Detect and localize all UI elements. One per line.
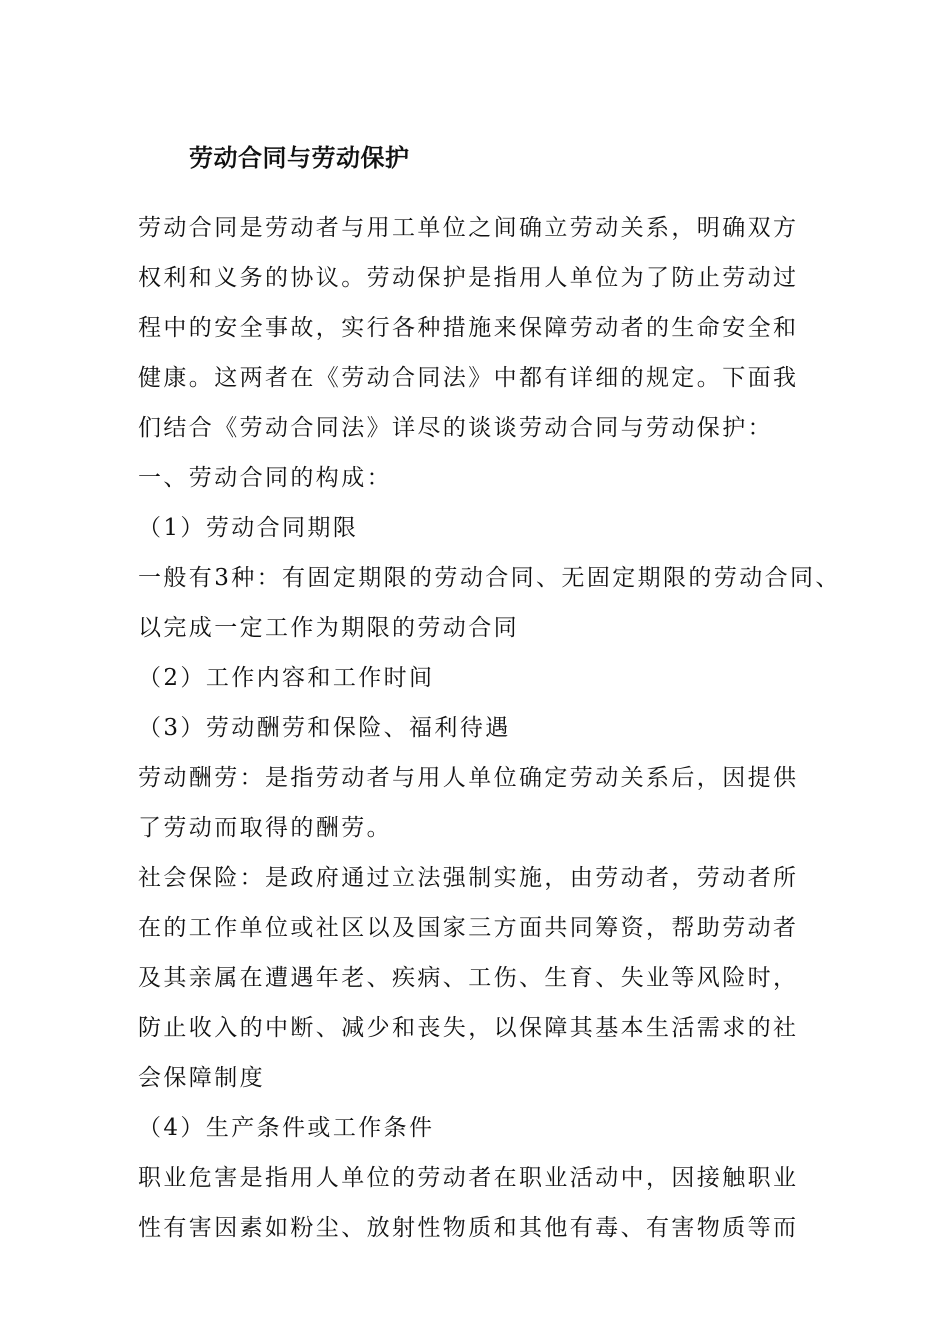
paragraph-line: 职业危害是指用人单位的劳动者在职业活动中，因接触职业 — [138, 1165, 799, 1191]
paragraph-line: 健康。这两者在《劳动合同法》中都有详细的规定。下面我 — [138, 365, 799, 391]
subsection-heading: （2）工作内容和工作时间 — [138, 665, 435, 691]
paragraph-line: 了劳动而取得的酬劳。 — [138, 815, 392, 841]
paragraph-line: 劳动合同是劳动者与用工单位之间确立劳动关系，明确双方 — [138, 215, 799, 241]
paragraph-line: 一般有3种：有固定期限的劳动合同、无固定期限的劳动合同、 — [138, 565, 841, 591]
paragraph-line: 程中的安全事故，实行各种措施来保障劳动者的生命安全和 — [138, 315, 799, 341]
paragraph-line: 会保障制度 — [138, 1065, 265, 1091]
section-heading: 一、劳动合同的构成： — [138, 465, 392, 491]
paragraph-line: 性有害因素如粉尘、放射性物质和其他有毒、有害物质等而 — [138, 1215, 799, 1241]
paragraph-line: 在的工作单位或社区以及国家三方面共同筹资，帮助劳动者 — [138, 915, 799, 941]
paragraph-line: 社会保险：是政府通过立法强制实施，由劳动者，劳动者所 — [138, 865, 799, 891]
paragraph-line: 以完成一定工作为期限的劳动合同 — [138, 615, 519, 641]
paragraph-line: 防止收入的中断、减少和丧失，以保障其基本生活需求的社 — [138, 1015, 799, 1041]
paragraph-line: 劳动酬劳：是指劳动者与用人单位确定劳动关系后，因提供 — [138, 765, 799, 791]
subsection-heading: （4）生产条件或工作条件 — [138, 1115, 435, 1141]
paragraph-line: 及其亲属在遭遇年老、疾病、工伤、生育、失业等风险时， — [138, 965, 799, 991]
paragraph-line: 们结合《劳动合同法》详尽的谈谈劳动合同与劳动保护： — [138, 415, 773, 441]
subsection-heading: （3）劳动酬劳和保险、福利待遇 — [138, 715, 511, 741]
document-title: 劳动合同与劳动保护 — [189, 143, 410, 172]
paragraph-line: 权利和义务的协议。劳动保护是指用人单位为了防止劳动过 — [138, 265, 799, 291]
subsection-heading: （1）劳动合同期限 — [138, 515, 359, 541]
